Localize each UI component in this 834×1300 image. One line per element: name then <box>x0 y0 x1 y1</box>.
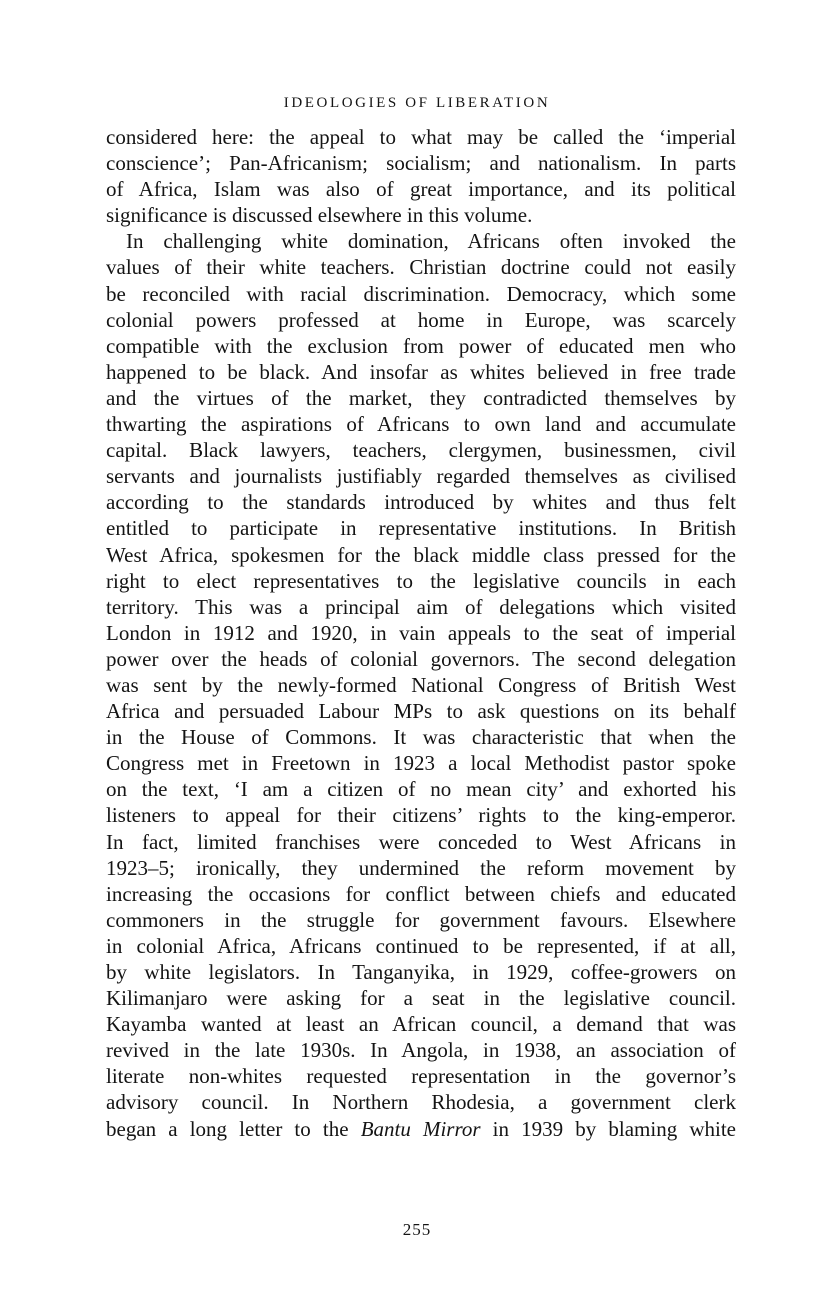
text-line: significance is discussed elsewhere in this volume. <box>106 203 533 228</box>
text-line: London in 1912 and 1920, in vain appeals to the seat of imperial <box>106 620 736 645</box>
text-line: in colonial Africa, Africans continued to be represented, if at all, <box>106 933 736 958</box>
text-line: territory. This was a principal aim of delegations which visited <box>106 594 736 619</box>
text-line: In challenging white domination, Africans often invoked the <box>126 229 736 254</box>
text-line: was sent by the newly-formed National Congress of British West <box>106 672 736 697</box>
text-line: revived in the late 1930s. In Angola, in 1938, an association of <box>106 1038 736 1063</box>
text-line: power over the heads of colonial governors. The second delegation <box>106 646 736 671</box>
text-line: In fact, limited franchises were conceded to West Africans in <box>106 829 736 854</box>
text-line: 1923–5; ironically, they undermined the reform movement by <box>106 855 736 880</box>
text-line: considered here: the appeal to what may be called the ‘imperial <box>106 125 736 149</box>
text-line: conscience’; Pan-Africanism; socialism; and nationalism. In parts <box>106 151 736 176</box>
text-lines <box>106 124 736 1116</box>
running-head: IDEOLOGIES OF LIBERATION <box>283 95 551 111</box>
text-line: increasing the occasions for conflict between chiefs and educated <box>106 881 736 906</box>
text-line: in the House of Commons. It was characteristic that when the <box>106 725 736 750</box>
text-line: commoners in the struggle for government favours. Elsewhere <box>106 907 736 932</box>
text-line: be reconciled with racial discrimination. Democracy, which some <box>106 281 736 306</box>
body-text <box>106 124 736 1142</box>
final-line-after: in 1939 by blaming white <box>480 1116 736 1141</box>
text-line: by white legislators. In Tanganyika, in 1929, coffee-growers on <box>106 960 736 984</box>
text-line: advisory council. In Northern Rhodesia, a government clerk <box>106 1090 736 1115</box>
text-line: literate non-whites requested representation in the governor’s <box>106 1064 736 1089</box>
text-line: Congress met in Freetown in 1923 a local Methodist pastor spoke <box>106 751 736 776</box>
final-line-before: began a long letter to the <box>106 1116 361 1141</box>
text-line-final <box>106 1116 736 1142</box>
text-line: compatible with the exclusion from power of educated men who <box>106 333 736 358</box>
text-line: entitled to participate in representative institutions. In British <box>106 516 736 541</box>
text-line: of Africa, Islam was also of great importance, and its political <box>106 177 736 202</box>
text-line: listeners to appeal for their citizens’ rights to the king-emperor. <box>106 803 736 828</box>
text-line: on the text, ‘I am a citizen of no mean city’ and exhorted his <box>106 777 736 802</box>
text-line: Kayamba wanted at least an African council, a demand that was <box>106 1012 736 1037</box>
text-line: happened to be black. And insofar as whites believed in free trade <box>106 359 736 384</box>
text-line: according to the standards introduced by whites and thus felt <box>106 490 736 515</box>
text-line: thwarting the aspirations of Africans to own land and accumulate <box>106 412 736 437</box>
text-line: capital. Black lawyers, teachers, clergymen, businessmen, civil <box>106 438 736 463</box>
text-line: West Africa, spokesmen for the black middle class pressed for the <box>106 542 736 567</box>
text-line: servants and journalists justifiably regarded themselves as civilised <box>106 464 736 489</box>
text-line: Kilimanjaro were asking for a seat in the legislative council. <box>106 986 736 1011</box>
text-line: and the virtues of the market, they contradicted themselves by <box>106 385 736 410</box>
page-number: 255 <box>402 1220 432 1239</box>
text-line: values of their white teachers. Christian doctrine could not easily <box>106 255 736 280</box>
text-line: right to elect representatives to the legislative councils in each <box>106 568 736 593</box>
newspaper-title: Bantu Mirror <box>360 1116 481 1141</box>
text-line: Africa and persuaded Labour MPs to ask questions on its behalf <box>106 699 736 724</box>
text-line: colonial powers professed at home in Europe, was scarcely <box>106 307 736 332</box>
